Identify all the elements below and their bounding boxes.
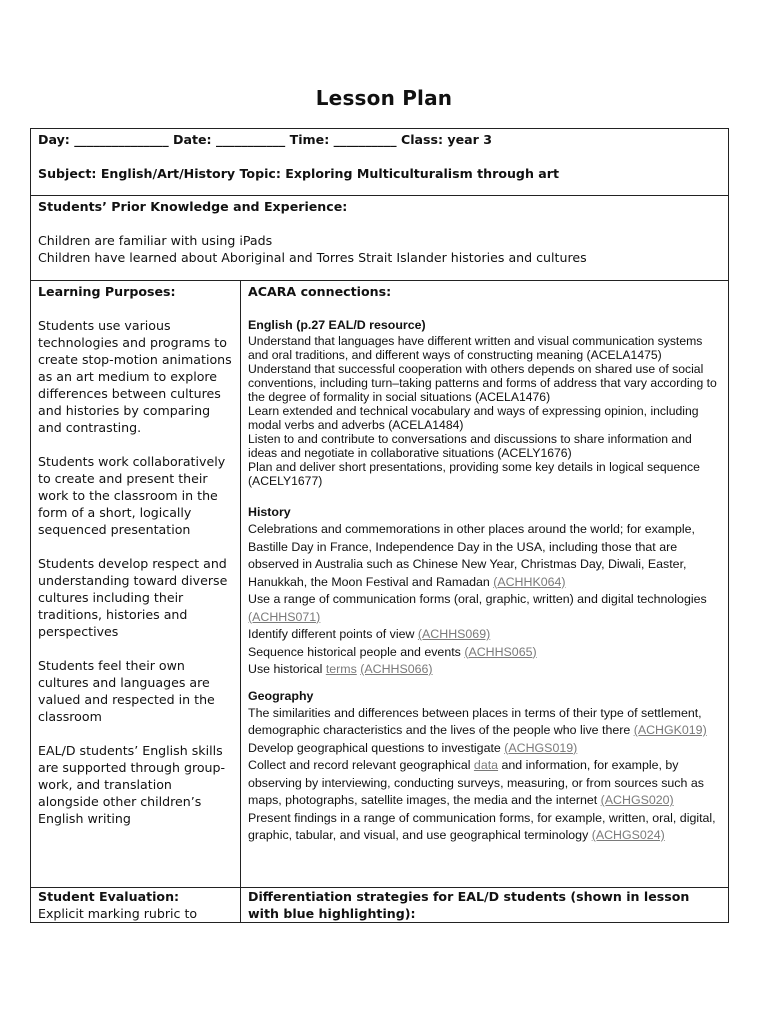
english-outcomes [248,334,720,488]
day-date-time-class-line: Day: _______________ Date: ___________ Time: __________ Class: year 3 [38,132,493,147]
header-cell [31,129,729,196]
curriculum-code-link[interactable]: (ACHHK064) [493,574,566,589]
geography-outcome: Develop geographical questions to investigate (ACHGS019) [248,740,578,755]
header-row [31,129,729,196]
geography-subheading: Geography [248,688,314,703]
curriculum-code-link[interactable]: (ACHGS019) [504,740,578,755]
prior-knowledge-cell [31,196,729,281]
differentiation-cell [241,888,729,923]
glossary-term-link[interactable]: terms [325,662,357,676]
learning-purposes-cell [31,281,241,888]
subject-topic-line: Subject: English/Art/History Topic: Exploring Multiculturalism through art [38,166,560,181]
learning-purpose-item: Students develop respect and understanding toward diverse cultures including their traditions, histories and perspectives [38,556,228,639]
geography-outcome: The similarities and differences between places in terms of their type of settlement, demographic characteristics and the lives of the people who live there (ACHGK019) [248,705,707,737]
glossary-term-link[interactable]: data [473,758,499,772]
english-subheading: English (p.27 EAL/D resource) [248,318,426,332]
acara-heading: ACARA connections: [248,284,392,299]
prior-knowledge-heading: Students’ Prior Knowledge and Experience: [38,199,348,214]
purposes-acara-row [31,281,729,888]
english-outcome: Plan and deliver short presentations, providing some key details in logical sequence (ACELY1677) [248,460,700,488]
learning-purpose-item: Students work collaboratively to create and present their work to the classroom in the form of a short, logically sequenced presentation [38,454,226,537]
curriculum-code-link[interactable]: (ACHGS020) [600,793,674,807]
english-outcome: Understand that languages have different written and visual communication systems and oral traditions, and different ways of constructing meaning (ACELA1475) [248,334,703,362]
history-outcome: Sequence historical people and events (ACHHS065) [248,644,537,659]
curriculum-code-link[interactable]: (ACHGK019) [633,723,707,737]
prior-knowledge-item: Children have learned about Aboriginal and Torres Strait Islander histories and cultures [38,250,587,265]
page-title: Lesson Plan [315,86,453,110]
history-outcome: Celebrations and commemorations in other places around the world; for example, Bastille Day in France, Independence Day in the USA, including those that are observed in Australia such as Chinese New Year, Christmas Day, Diwali, Easter, Hanukkah, the Moon Festival and Ramadan (ACHHK064) [248,522,695,589]
acara-connections-cell [241,281,729,888]
prior-knowledge-row [31,196,729,281]
learning-purpose-item: Students feel their own cultures and languages are valued and respected in the classroom [38,658,215,724]
history-outcomes [248,521,720,679]
curriculum-code-link[interactable]: (ACHHS066) [360,662,433,676]
student-evaluation-heading: Student Evaluation: [38,889,180,904]
geography-outcomes [248,705,720,845]
history-outcome: Identify different points of view (ACHHS069) [248,627,491,641]
history-subheading: History [248,505,291,519]
history-outcome: Use a range of communication forms (oral, graphic, written) and digital technologies (ACHHS071) [248,592,707,624]
differentiation-heading: Differentiation strategies for EAL/D students (shown in lesson with blue highlighting): [248,889,690,921]
geography-outcome: Present findings in a range of communication forms, for example, written, oral, digital, graphic, tabular, and visual, and use geographical terminology (ACHGS024) [248,810,716,842]
english-outcome: Understand that successful cooperation with others depends on shared use of social conventions, including turn–taking patterns and forms of address that vary according to the degree of formality in social situations (ACELA1476) [248,362,717,404]
curriculum-code-link[interactable]: (ACHHS071) [248,609,321,624]
learning-purpose-item: Students use various technologies and programs to create stop-motion animations as an art medium to explore differences between cultures and histories by comparing and contrasting. [38,318,232,435]
curriculum-code-link[interactable]: (ACHGS024) [591,828,665,842]
curriculum-code-link[interactable]: (ACHHS069) [417,627,491,641]
curriculum-code-link[interactable]: (ACHHS065) [464,644,537,659]
student-evaluation-text: Explicit marking rubric to [38,906,198,921]
geography-outcome: Collect and record relevant geographical data and information, for example, by observing by interviewing, conducting surveys, measuring, or from sources such as maps, photographs, satellite images, the media and the internet (ACHGS020) [248,758,704,807]
student-evaluation-cell [31,888,241,923]
learning-purpose-item: EAL/D students’ English skills are supported through group-work, and translation alongside other children’s English writing [38,743,226,826]
learning-purposes-heading: Learning Purposes: [38,284,176,299]
evaluation-differentiation-row [31,888,729,923]
english-outcome: Learn extended and technical vocabulary and ways of expressing opinion, including modal verbs and adverbs (ACELA1484) [248,404,699,432]
history-outcome: Use historical terms (ACHHS066) [248,662,433,676]
prior-knowledge-item: Children are familiar with using iPads [38,233,273,248]
lesson-plan-table [30,128,729,923]
english-outcome: Listen to and contribute to conversations and discussions to share information and ideas and negotiate in collaborative situations (ACELY1676) [248,432,692,460]
